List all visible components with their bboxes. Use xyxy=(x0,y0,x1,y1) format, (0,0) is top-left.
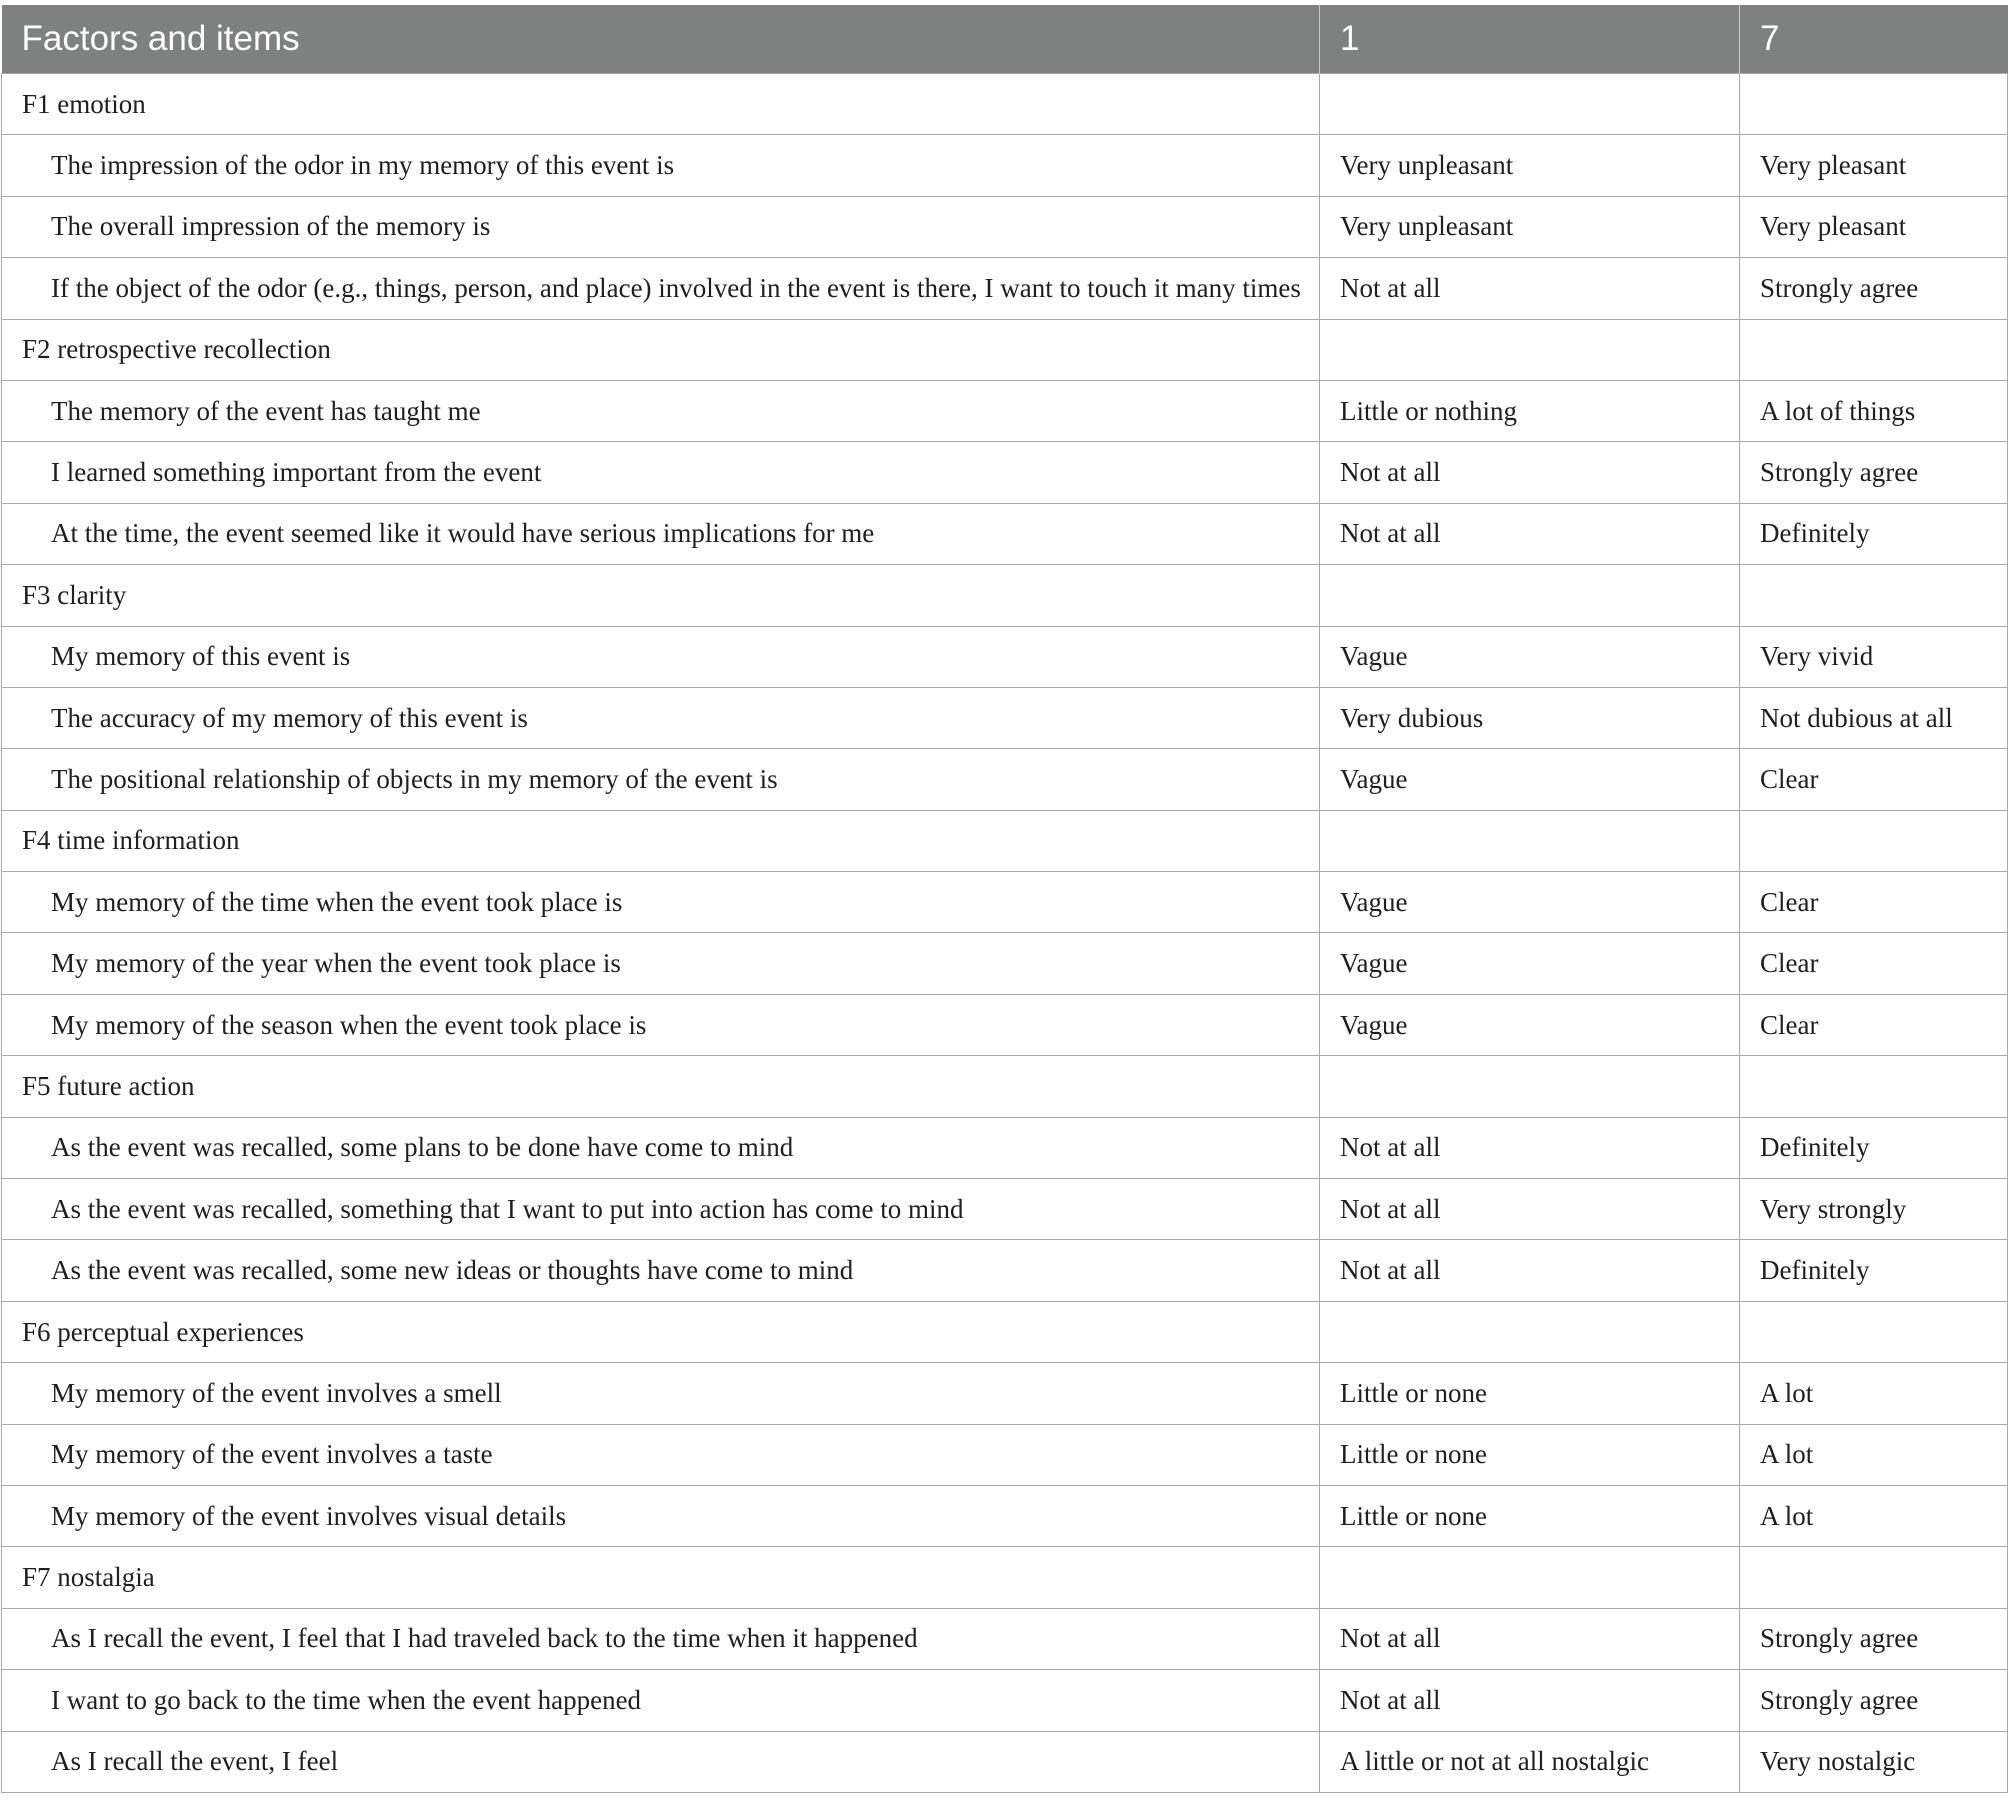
anchor-low-cell: Not at all xyxy=(1320,1240,1740,1301)
factor-label: F4 time information xyxy=(2,810,1320,871)
anchor-low-cell xyxy=(1320,810,1740,871)
factor-label: F1 emotion xyxy=(2,74,1320,135)
item-row xyxy=(2,442,2008,503)
item-label: As the event was recalled, some new ideas or thoughts have come to mind xyxy=(2,1240,1320,1301)
item-label: My memory of the event involves visual details xyxy=(2,1485,1320,1546)
anchor-low-cell xyxy=(1320,319,1740,380)
item-label: At the time, the event seemed like it would have serious implications for me xyxy=(2,503,1320,564)
anchor-low-cell: Vague xyxy=(1320,994,1740,1055)
item-label: The overall impression of the memory is xyxy=(2,196,1320,257)
item-label: My memory of the event involves a taste xyxy=(2,1424,1320,1485)
anchor-high-cell: Definitely xyxy=(1740,1117,2008,1178)
anchor-high-cell: Very pleasant xyxy=(1740,135,2008,196)
item-label: My memory of this event is xyxy=(2,626,1320,687)
anchor-low-cell xyxy=(1320,1056,1740,1117)
anchor-low-cell: Vague xyxy=(1320,749,1740,810)
anchor-low-cell: A little or not at all nostalgic xyxy=(1320,1731,1740,1792)
anchor-low-cell: Not at all xyxy=(1320,442,1740,503)
table-body xyxy=(2,74,2008,1793)
anchor-high-cell: Strongly agree xyxy=(1740,1670,2008,1731)
header-anchor-1: 1 xyxy=(1320,5,1740,74)
item-label: My memory of the season when the event took place is xyxy=(2,994,1320,1055)
anchor-high-cell: Strongly agree xyxy=(1740,1608,2008,1669)
anchor-low-cell: Little or none xyxy=(1320,1424,1740,1485)
item-row xyxy=(2,872,2008,933)
item-row xyxy=(2,1608,2008,1669)
item-label: My memory of the event involves a smell xyxy=(2,1363,1320,1424)
item-row xyxy=(2,1117,2008,1178)
factor-row xyxy=(2,74,2008,135)
item-row xyxy=(2,994,2008,1055)
header-row xyxy=(2,5,2008,74)
item-label: My memory of the time when the event took place is xyxy=(2,872,1320,933)
factor-row xyxy=(2,565,2008,626)
item-row xyxy=(2,1485,2008,1546)
anchor-low-cell: Not at all xyxy=(1320,1608,1740,1669)
anchor-low-cell: Very unpleasant xyxy=(1320,196,1740,257)
anchor-high-cell xyxy=(1740,810,2008,871)
item-label: My memory of the year when the event took place is xyxy=(2,933,1320,994)
factors-table xyxy=(1,5,2008,1793)
item-row xyxy=(2,1670,2008,1731)
item-row xyxy=(2,687,2008,748)
item-label: The positional relationship of objects in my memory of the event is xyxy=(2,749,1320,810)
anchor-high-cell xyxy=(1740,1056,2008,1117)
item-row xyxy=(2,380,2008,441)
anchor-high-cell xyxy=(1740,74,2008,135)
item-label: As the event was recalled, something that I want to put into action has come to mind xyxy=(2,1179,1320,1240)
anchor-low-cell: Little or nothing xyxy=(1320,380,1740,441)
anchor-high-cell: Strongly agree xyxy=(1740,258,2008,319)
factor-label: F6 perceptual experiences xyxy=(2,1301,1320,1362)
anchor-high-cell xyxy=(1740,1301,2008,1362)
anchor-low-cell: Not at all xyxy=(1320,258,1740,319)
item-label: I learned something important from the event xyxy=(2,442,1320,503)
anchor-high-cell: Definitely xyxy=(1740,503,2008,564)
factor-row xyxy=(2,1301,2008,1362)
anchor-low-cell xyxy=(1320,74,1740,135)
item-row xyxy=(2,1363,2008,1424)
item-row xyxy=(2,626,2008,687)
table-header xyxy=(2,5,2008,74)
anchor-high-cell xyxy=(1740,319,2008,380)
item-label: As I recall the event, I feel that I had traveled back to the time when it happened xyxy=(2,1608,1320,1669)
anchor-high-cell: Clear xyxy=(1740,749,2008,810)
anchor-low-cell xyxy=(1320,1547,1740,1608)
item-row xyxy=(2,1240,2008,1301)
anchor-low-cell: Little or none xyxy=(1320,1485,1740,1546)
anchor-low-cell: Vague xyxy=(1320,872,1740,933)
anchor-high-cell: Not dubious at all xyxy=(1740,687,2008,748)
anchor-high-cell: A lot xyxy=(1740,1363,2008,1424)
factor-row xyxy=(2,319,2008,380)
anchor-low-cell: Very dubious xyxy=(1320,687,1740,748)
anchor-high-cell: Very pleasant xyxy=(1740,196,2008,257)
factor-label: F5 future action xyxy=(2,1056,1320,1117)
item-row xyxy=(2,1731,2008,1792)
item-row xyxy=(2,933,2008,994)
anchor-low-cell: Vague xyxy=(1320,933,1740,994)
item-row xyxy=(2,1424,2008,1485)
header-anchor-7: 7 xyxy=(1740,5,2008,74)
item-row xyxy=(2,503,2008,564)
anchor-low-cell: Not at all xyxy=(1320,1179,1740,1240)
anchor-high-cell: Very vivid xyxy=(1740,626,2008,687)
item-label: The impression of the odor in my memory of this event is xyxy=(2,135,1320,196)
item-row xyxy=(2,258,2008,319)
factor-row xyxy=(2,1056,2008,1117)
anchor-high-cell: Strongly agree xyxy=(1740,442,2008,503)
anchor-high-cell: A lot xyxy=(1740,1485,2008,1546)
anchor-high-cell: Clear xyxy=(1740,872,2008,933)
anchor-high-cell: A lot of things xyxy=(1740,380,2008,441)
anchor-high-cell: Clear xyxy=(1740,994,2008,1055)
item-row xyxy=(2,749,2008,810)
factor-label: F2 retrospective recollection xyxy=(2,319,1320,380)
item-label: As the event was recalled, some plans to be done have come to mind xyxy=(2,1117,1320,1178)
anchor-high-cell: Clear xyxy=(1740,933,2008,994)
anchor-low-cell xyxy=(1320,565,1740,626)
anchor-high-cell: Very nostalgic xyxy=(1740,1731,2008,1792)
anchor-low-cell: Not at all xyxy=(1320,1117,1740,1178)
anchor-high-cell xyxy=(1740,1547,2008,1608)
anchor-low-cell: Not at all xyxy=(1320,503,1740,564)
factor-row xyxy=(2,810,2008,871)
item-label: I want to go back to the time when the event happened xyxy=(2,1670,1320,1731)
item-label: The memory of the event has taught me xyxy=(2,380,1320,441)
anchor-low-cell xyxy=(1320,1301,1740,1362)
factor-row xyxy=(2,1547,2008,1608)
anchor-high-cell xyxy=(1740,565,2008,626)
factor-label: F3 clarity xyxy=(2,565,1320,626)
item-label: As I recall the event, I feel xyxy=(2,1731,1320,1792)
anchor-low-cell: Not at all xyxy=(1320,1670,1740,1731)
item-row xyxy=(2,1179,2008,1240)
anchor-low-cell: Vague xyxy=(1320,626,1740,687)
anchor-high-cell: Very strongly xyxy=(1740,1179,2008,1240)
anchor-high-cell: A lot xyxy=(1740,1424,2008,1485)
header-factors-and-items: Factors and items xyxy=(2,5,1320,74)
anchor-low-cell: Little or none xyxy=(1320,1363,1740,1424)
anchor-low-cell: Very unpleasant xyxy=(1320,135,1740,196)
anchor-high-cell: Definitely xyxy=(1740,1240,2008,1301)
item-label: If the object of the odor (e.g., things, person, and place) involved in the event is there, I want to touch it many times xyxy=(2,258,1320,319)
item-row xyxy=(2,196,2008,257)
item-row xyxy=(2,135,2008,196)
item-label: The accuracy of my memory of this event is xyxy=(2,687,1320,748)
factor-label: F7 nostalgia xyxy=(2,1547,1320,1608)
